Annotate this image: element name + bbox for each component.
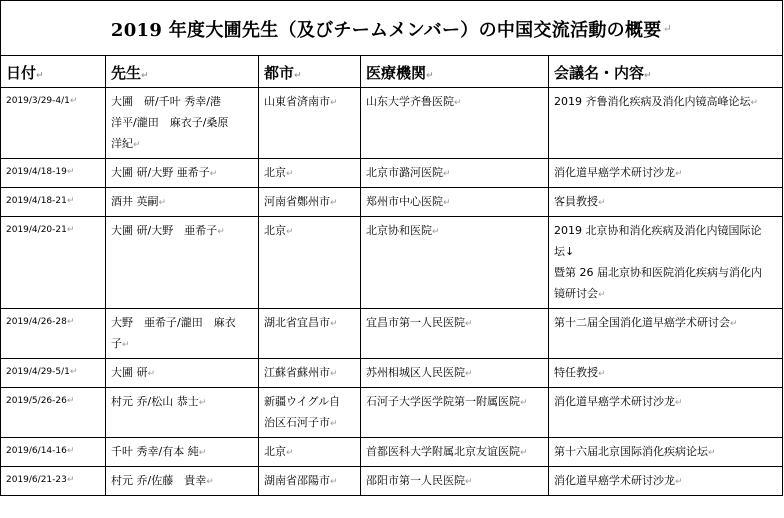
cell-city: 湖北省宜昌市↵ [259,309,361,359]
table-row [1,467,783,496]
cell-city-text: 江蘇省蘇州市 [264,366,330,379]
cell-doctor-text: 子 [111,337,122,350]
cell-doctor-text: 村元 乔/佐藤 貴幸 [111,474,207,487]
cell-institution: 邵阳市第一人民医院↵ [361,467,549,496]
cell-institution: 首都医科大学附属北京友谊医院↵ [361,438,549,467]
cell-doctor-text: 千叶 秀幸/有本 純 [111,445,199,458]
cell-event: 第十六届北京国际消化疾病论坛↵ [549,438,783,467]
cell-institution: 石河子大学医学院第一附属医院↵ [361,388,549,438]
header-event: 会議名・内容↵ [549,56,783,88]
cell-doctor: 大野 亜希子/瀧田 麻衣 子↵ [106,309,259,359]
table-row [1,88,783,159]
cell-city: 河南省鄭州市↵ [259,188,361,217]
cell-event-text: 暨第 26 届北京协和医院消化疾病与消化内 [554,266,762,279]
cell-city-text: 北京 [264,445,286,458]
cell-date: 2019/6/21-23↵ [1,467,106,496]
cell-event-text: 2019 齐鲁消化疾病及消化内镜高峰论坛 [554,95,751,108]
cell-institution: 郑州市中心医院↵ [361,188,549,217]
table-row [1,388,783,438]
table-body [1,88,783,496]
cell-date: 2019/6/14-16↵ [1,438,106,467]
cell-city: 北京↵ [259,217,361,309]
table-row [1,359,783,388]
header-city: 都市↵ [259,56,361,88]
cell-institution-text: 苏州相城区人民医院 [366,366,465,379]
cell-institution: 北京协和医院↵ [361,217,549,309]
cell-event: 客員教授↵ [549,188,783,217]
cell-city-text: 新疆ウイグル自 [264,395,341,408]
cell-doctor: 村元 乔/松山 恭士↵ [106,388,259,438]
cell-date-text: 2019/6/14-16 [6,446,67,456]
cell-doctor-text: 大圃 研/大野 亜希子 [111,224,218,237]
cell-city-text: 湖南省邵陽市 [264,474,330,487]
cell-institution: 山东大学齐鲁医院↵ [361,88,549,159]
cell-event-text: 坛↓ [554,245,575,258]
cell-date: 2019/4/26-28↵ [1,309,106,359]
header-institution: 医療機関↵ [361,56,549,88]
cell-event-text: 镜研讨会 [554,287,598,300]
cell-event: 2019 齐鲁消化疾病及消化内镜高峰论坛↵ [549,88,783,159]
cell-date-text: 2019/4/29-5/1 [6,367,70,377]
cell-institution-text: 宜昌市第一人民医院 [366,316,465,329]
cell-date-text: 2019/4/18-21 [6,196,67,206]
cell-doctor-text: 洋紀 [111,137,133,150]
cell-event: 消化道早癌学术研讨沙龙↵ [549,467,783,496]
document-title [0,0,783,56]
cell-city: 江蘇省蘇州市↵ [259,359,361,388]
cell-institution-text: 郑州市中心医院 [366,195,443,208]
header-doctor: 先生↵ [106,56,259,88]
cell-doctor-text: 酒井 英嗣 [111,195,159,208]
cell-doctor-text: 洋平/瀧田 麻衣子/桑原 [111,116,229,129]
cell-doctor-text: 大圃 研 [111,366,148,379]
cell-city-text: 治区石河子市 [264,416,330,429]
cell-city-text: 山東省済南市 [264,95,330,108]
cell-date: 2019/4/18-21↵ [1,188,106,217]
table-row [1,188,783,217]
cell-doctor-text: 大野 亜希子/瀧田 麻衣 [111,316,236,329]
activity-table [0,55,783,496]
cell-date-text: 2019/4/18-19 [6,167,67,177]
cell-doctor: 大圃 研/大野 亜希子↵ [106,159,259,188]
cell-date-text: 2019/3/29-4/1 [6,96,70,106]
cell-event-text: 2019 北京协和消化疾病及消化内镜国际论 [554,224,762,237]
table-row [1,217,783,309]
cell-doctor: 酒井 英嗣↵ [106,188,259,217]
cell-doctor-text: 大圃 研/千叶 秀幸/港 [111,95,221,108]
cell-event: 消化道早癌学术研讨沙龙↵ [549,388,783,438]
cell-institution-text: 邵阳市第一人民医院 [366,474,465,487]
cell-event: 第十二届全国消化道早癌学术研讨会↵ [549,309,783,359]
cell-doctor: 千叶 秀幸/有本 純↵ [106,438,259,467]
cell-city-text: 湖北省宜昌市 [264,316,330,329]
cell-event: 2019 北京协和消化疾病及消化内镜国际论 坛↓ 暨第 26 届北京协和医院消化疾病与消化内 镜研讨会↵ [549,217,783,309]
cell-date-text: 2019/4/20-21 [6,225,67,235]
cell-date: 2019/3/29-4/1↵ [1,88,106,159]
cell-institution: 北京市潞河医院↵ [361,159,549,188]
cell-institution-text: 石河子大学医学院第一附属医院 [366,395,520,408]
cell-doctor: 大圃 研↵ [106,359,259,388]
cell-event: 特任教授↵ [549,359,783,388]
cell-city: 新疆ウイグル自 治区石河子市↵ [259,388,361,438]
cell-doctor-text: 大圃 研/大野 亜希子 [111,166,210,179]
cell-event: 消化道早癌学术研讨沙龙↵ [549,159,783,188]
cell-institution: 宜昌市第一人民医院↵ [361,309,549,359]
cell-doctor: 大圃 研/千叶 秀幸/港 洋平/瀧田 麻衣子/桑原 洋紀↵ [106,88,259,159]
cell-institution-text: 首都医科大学附属北京友谊医院 [366,445,520,458]
cell-date-text: 2019/5/26-26 [6,396,67,406]
cell-date: 2019/5/26-26↵ [1,388,106,438]
cell-doctor: 村元 乔/佐藤 貴幸↵ [106,467,259,496]
table-row [1,159,783,188]
cell-city-text: 河南省鄭州市 [264,195,330,208]
cell-event-text: 第十六届北京国际消化疾病论坛 [554,445,708,458]
cell-date-text: 2019/4/26-28 [6,317,67,327]
cell-date: 2019/4/29-5/1↵ [1,359,106,388]
cell-city: 北京↵ [259,438,361,467]
cell-event-text: 消化道早癌学术研讨沙龙 [554,395,675,408]
cell-event-text: 消化道早癌学术研讨沙龙 [554,474,675,487]
cell-event-text: 客員教授 [554,195,598,208]
table-row [1,309,783,359]
cell-institution-text: 北京协和医院 [366,224,432,237]
cell-city: 山東省済南市↵ [259,88,361,159]
cell-city-text: 北京 [264,166,286,179]
cell-date: 2019/4/20-21↵ [1,217,106,309]
cell-doctor: 大圃 研/大野 亜希子↵ [106,217,259,309]
cell-event-text: 第十二届全国消化道早癌学术研讨会 [554,316,730,329]
cell-doctor-text: 村元 乔/松山 恭士 [111,395,199,408]
cell-event-text: 特任教授 [554,366,598,379]
cell-institution-text: 北京市潞河医院 [366,166,443,179]
title-text: 2019 年度大圃先生（及びチームメンバー）の中国交流活動の概要 [110,19,662,41]
cell-date: 2019/4/18-19↵ [1,159,106,188]
cell-event-text: 消化道早癌学术研讨沙龙 [554,166,675,179]
cell-institution: 苏州相城区人民医院↵ [361,359,549,388]
cell-city: 北京↵ [259,159,361,188]
table-header-row [1,56,783,88]
cell-city-text: 北京 [264,224,286,237]
cell-institution-text: 山东大学齐鲁医院 [366,95,454,108]
cell-city: 湖南省邵陽市↵ [259,467,361,496]
paragraph-mark: ↵ [662,22,673,35]
header-date: 日付↵ [1,56,106,88]
table-row [1,438,783,467]
cell-date-text: 2019/6/21-23 [6,475,67,485]
